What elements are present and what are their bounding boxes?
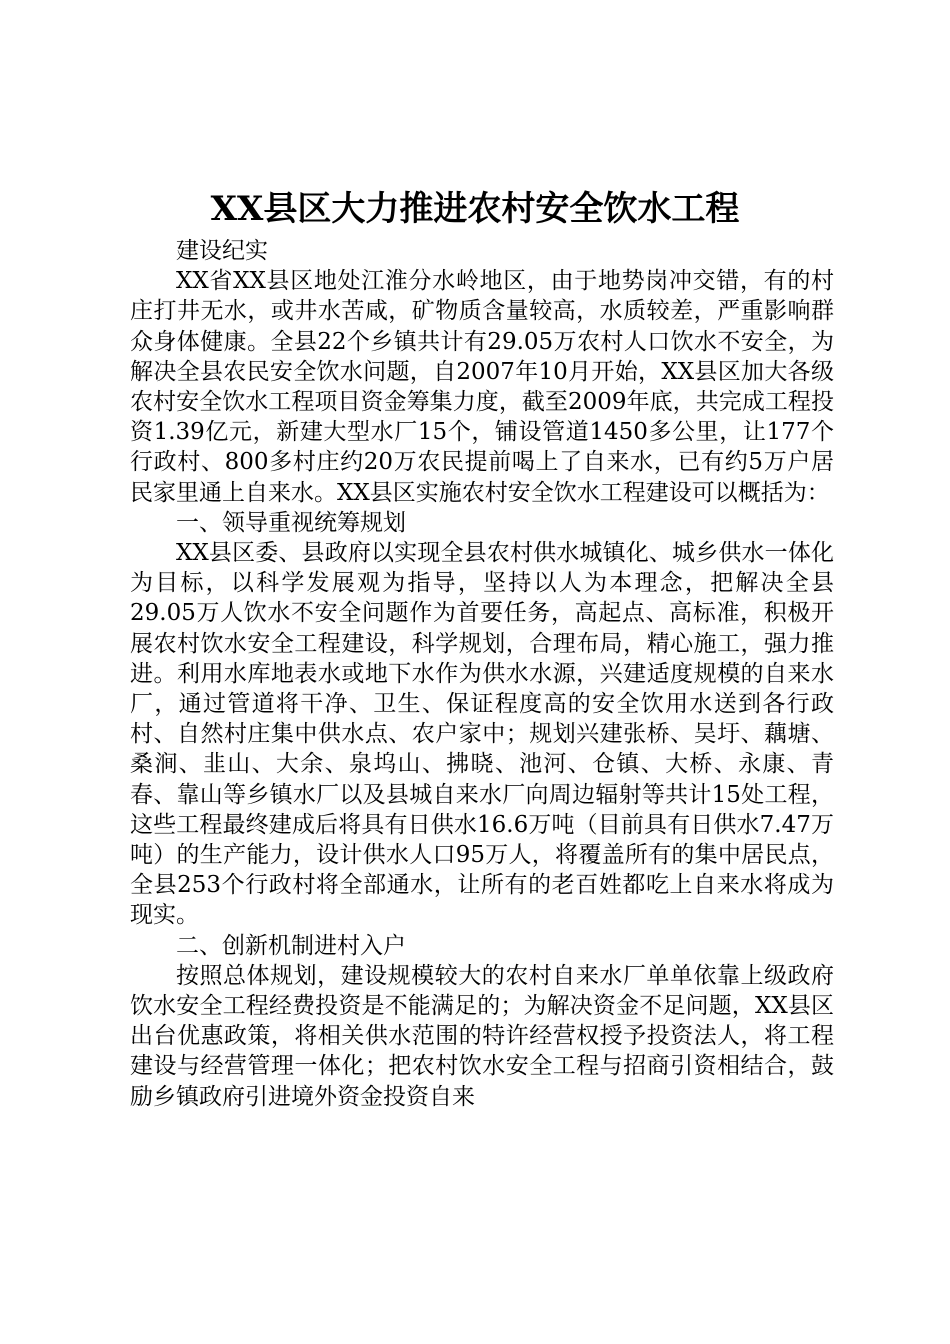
document-subtitle: 建设纪实 [176,238,268,264]
section-1-heading: 一、领导重视统筹规划 [176,509,406,536]
section-1-paragraph: XX县区委、县政府以实现全县农村供水城镇化、城乡供水一体化为目标，以科学发展观为指导，坚持以人为本理念，把解决全县29.05万人饮水不安全问题作为首要任务，高起点、高标准，积极开展农村饮水安全工程建设，科学规划，合理布局，精心施工，强力推进。利用水库地表水或地下水作为供水水源，兴建适度规模的自来水厂，通过管道将干净、卫生、保证程度高的安全饮用水送到各行政村、自然村庄集中供水点、农户家中；规划兴建张桥、吴圩、藕塘、桑涧、韭山、大余、泉坞山、拂晓、池河、仓镇、大桥、永康、青春、靠山等乡镇水厂以及县城自来水厂向周边辐射等共计15处工程，这些工程最终建成后将具有日供水16.6万吨（目前具有日供水7.47万吨）的生产能力，设计供水人口95万人，将覆盖所有的集中居民点，全县253个行政村将全部通水，让所有的老百姓都吃上自来水将成为现实。 [130,540,834,929]
section-2-paragraph: 按照总体规划，建设规模较大的农村自来水厂单单依靠上级政府饮水安全工程经费投资是不能满足的；为解决资金不足问题，XX县区出台优惠政策，将相关供水范围的特许经营权授予投资法人，将工程建设与经营管理一体化；把农村饮水安全工程与招商引资相结合，鼓励乡镇政府引进境外资金投资自来 [130,962,834,1110]
intro-paragraph: XX省XX县区地处江淮分水岭地区，由于地势岗冲交错，有的村庄打井无水，或井水苦咸，矿物质含量较高，水质较差，严重影响群众身体健康。全县22个乡镇共计有29.05万农村人口饮水不安全，为解决全县农民安全饮水问题，自2007年10月开始，XX县区加大各级农村安全饮水工程项目资金筹集力度，截至2009年底，共完成工程投资1.39亿元，新建大型水厂15个，铺设管道1450多公里，让177个行政村、800多村庄约20万农民提前喝上了自来水，已有约5万户居民家里通上自来水。XX县区实施农村安全饮水工程建设可以概括为： [130,268,834,506]
section-2-heading: 二、创新机制进村入户 [176,932,406,959]
document-body [130,236,834,1112]
document-title: XX县区大力推进农村安全饮水工程 [210,189,740,229]
